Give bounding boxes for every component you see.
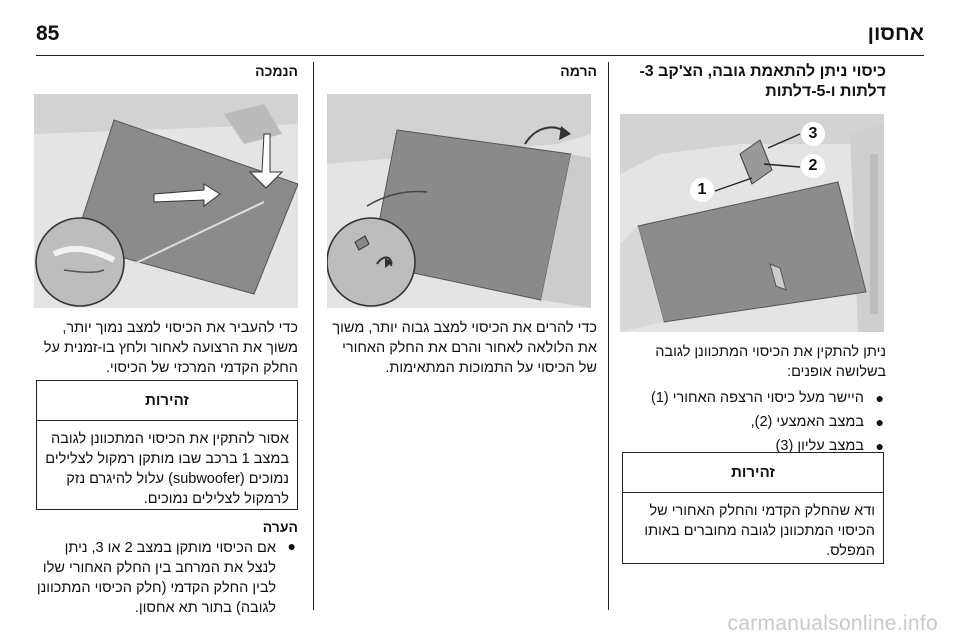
warning-title: זהירות (623, 453, 883, 493)
right-column-text (620, 342, 886, 458)
middle-column-text (327, 318, 597, 378)
note-item (34, 538, 298, 618)
callout-3: 3 (801, 122, 825, 146)
right-column (620, 62, 886, 102)
section-heading-height-adjustable-cover: כיסוי ניתן להתאמת גובה, הצ'קב 3-דלתות ו-5-דלתות (639, 63, 886, 100)
warning-body: אסור להתקין את הכיסוי המתכוונן לגובה במצב 1 ברכב שבו מותקן רמקול לצלילים נמוכים (subwoofer) עלול להיגרם נזק לרמקול לצלילים נמוכים. (45, 431, 289, 507)
raising-cover-drawing (327, 94, 591, 308)
section-heading-lowering: הנמכה (255, 63, 298, 79)
note-section (34, 518, 298, 618)
raising-instructions: כדי להרים את הכיסוי למצב גבוה יותר, משוך את הלולאה לאחור והרם את החלק האחורי של הכיסוי על התמוכות המתאימות. (332, 320, 597, 376)
page-header (36, 22, 924, 56)
illustration-cover-positions (620, 114, 884, 332)
watermark: carmanualsonline.info (727, 612, 938, 635)
column-divider-right (608, 62, 609, 610)
warning-box-right (622, 452, 884, 564)
section-heading-raising: הרמה (560, 63, 597, 79)
cover-positions-drawing (620, 114, 884, 332)
note-body: אם הכיסוי מותקן במצב 2 או 3, ניתן לנצל את המרחב בין החלק האחורי שלו לבין החלק הקדמי (חלק הכיסוי המתכוונן לגובה) בתור תא אחסון. (36, 540, 276, 616)
warning-body: ודא שהחלק הקדמי והחלק האחורי של הכיסוי המתכוונן לגובה מחוברים באותו המפלס. (644, 503, 875, 559)
bullet-dot-icon: ● (875, 438, 884, 454)
bullet-dot-icon: ● (875, 390, 884, 406)
positions-list (620, 386, 886, 458)
callout-2: 2 (801, 154, 825, 178)
page-number: 85 (36, 22, 60, 45)
lowering-cover-drawing (34, 94, 298, 308)
list-item: ● במצב האמצעי (2), (620, 410, 886, 434)
list-item: ● היישר מעל כיסוי הרצפה האחורי (1) (620, 386, 886, 410)
bullet-dot-icon: ● (287, 538, 296, 554)
callout-1: 1 (690, 178, 714, 202)
warning-box-left (36, 380, 298, 510)
note-title: הערה (262, 519, 298, 535)
illustration-raising-cover (327, 94, 591, 308)
lowering-instructions: כדי להעביר את הכיסוי למצב נמוך יותר, משוך את הרצועה לאחור ולחץ בו-זמנית על החלק הקדמי המרכזי של הכיסוי. (43, 320, 298, 376)
list-item: ● במצב עליון (3) (620, 434, 886, 458)
left-column-text (34, 318, 298, 378)
illustration-lowering-cover (34, 94, 298, 308)
left-column (34, 62, 298, 80)
warning-title: זהירות (37, 381, 297, 421)
bullet-dot-icon: ● (875, 414, 884, 430)
intro-text: ניתן להתקין את הכיסוי המתכוונן לגובה בשלושה אופנים: (655, 344, 886, 380)
column-divider-left (313, 62, 314, 610)
chapter-title: אחסון (867, 22, 924, 45)
middle-column (327, 62, 597, 80)
